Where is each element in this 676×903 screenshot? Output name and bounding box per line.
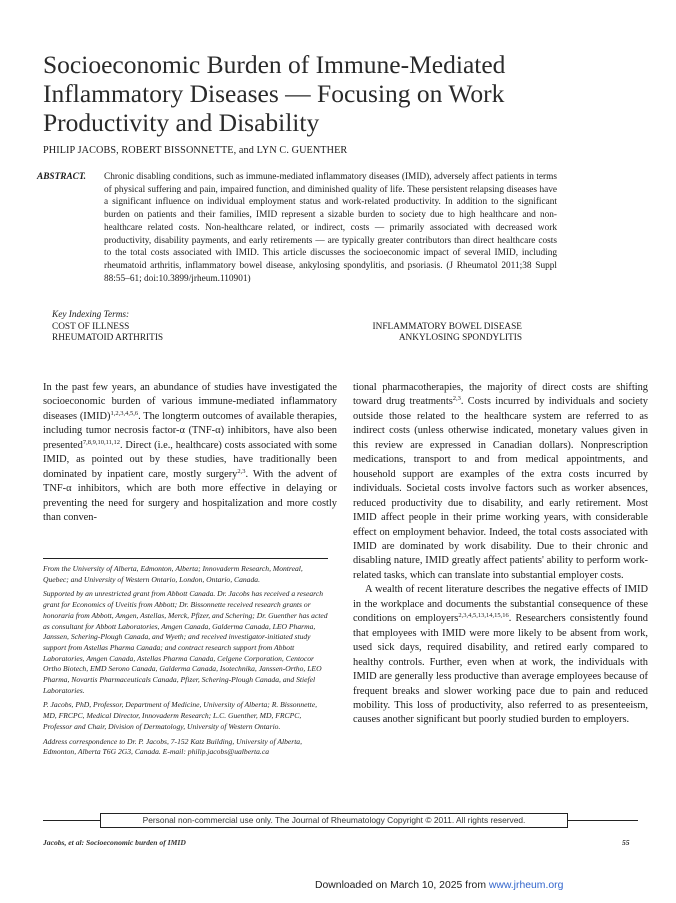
journal-link[interactable]: www.jrheum.org — [488, 880, 564, 891]
banner-rule-right — [567, 820, 638, 821]
keywords-left-column — [52, 322, 163, 345]
abstract — [37, 171, 557, 285]
text-run: . The longterm outcomes of available therapies, including tumor necrosis factor-α (TNF-α) inhibitors, have also been presented — [43, 410, 337, 451]
keyword: INFLAMMATORY BOWEL DISEASE — [372, 321, 522, 332]
download-notice — [315, 880, 563, 891]
download-text: Downloaded on March 10, 2025 from — [315, 880, 489, 891]
text-run: In the past few years, an abundance of studies have investigated the socioeconomic burden of various immune-mediated inflammatory diseases (IMID) — [43, 382, 337, 422]
keyword: ANKYLOSING SPONDYLITIS — [398, 333, 522, 344]
keywords-label: Key Indexing Terms: — [52, 310, 130, 320]
body-column-left — [43, 381, 337, 526]
footnote-support: Supported by an unrestricted grant from Abbott Canada. Dr. Jacobs has received a research grant for Economics of Uveitis from Abbott; Dr. Bissonnette received research grants or honoraria from Abbott, Amgen, Astellas, Merck, Pfizer, and Schering; Dr. Guenther has acted as consultant for Abbott Laboratories, Amgen Canada, Galderma Canada, LEO Pharma, Janssen, Schering-Plough Canada, and Wyeth; and received investigator-initiated study support from Astellas Pharma Canada; and contract research support from Abbott Laboratories, Amgen Canada, Astellas Pharma Canada, Celgene Corporation, Centocor Ortho Biotech, EMD Serono Canada, Galderma Canada, Isotechnika, Janssen-Ortho, LEO Pharma, Novartis Pharmaceuticals Canada, Pfizer, Schering-Plough Canada, and Stiefel Laboratories. — [43, 589, 328, 695]
text-run: tional pharmacotherapies, the majority of direct costs are shifting toward drug treatments — [353, 382, 648, 408]
text-run: . Direct (i.e., healthcare) costs associated with some IMID, as pointed out by these studies, have traditionally been dominated by inpatient care, mostly surgery — [43, 439, 337, 480]
copyright-banner: Personal non-commercial use only. The Journal of Rheumatology Copyright © 2011. All rights reserved. — [100, 813, 568, 828]
keyword: COST OF ILLNESS — [52, 321, 130, 332]
text-run: A wealth of recent literature describes the negative effects of IMID in the workplace and documents the substantial consequence of these conditions on employers — [353, 584, 648, 625]
running-head: Jacobs, et al: Socioeconomic burden of IMID — [43, 838, 186, 847]
author-list: PHILIP JACOBS, ROBERT BISSONNETTE, and LYN C. GUENTHER — [43, 145, 348, 156]
banner-rule-left — [43, 820, 100, 821]
citation[interactable]: 2,3 — [237, 467, 246, 475]
text-run: . Costs incurred by individuals and society outside those related to the healthcare system are referred to as indirect costs (unless otherwise indicated, monetary values given in this review are expressed in Canadian dollars). Nonprescription medications, transport to and from medical appointments, and household support are examples of the extra costs incurred by individuals. Societal costs involve factors such as worker absences, reduced productivity due to disability, and early retirement. Most IMID affect people in their prime working years, with considerable effect on employment behavior. Indeed, the total costs associated with IMID are dominated by work disability. Due to their chronic and disabling nature, IMID greatly affect patients' ability to perform work-related tasks, which can translate into substantial employer costs. — [353, 396, 649, 581]
body-column-right — [353, 381, 648, 728]
abstract-label: ABSTRACT. — [37, 172, 87, 182]
page-number: 55 — [622, 838, 630, 847]
body-paragraph — [43, 381, 337, 526]
key-indexing-terms — [52, 310, 522, 346]
footnote-positions: P. Jacobs, PhD, Professor, Department of Medicine, University of Alberta; R. Bissonnette, MD, FRCPC, Medical Director, Innovaderm Research; L.C. Guenther, MD, FRCPC, Professor and Chair, Division of Dermatology, University of Western Ontario. — [43, 700, 318, 731]
body-paragraph — [353, 583, 648, 728]
citation[interactable]: 7,8,9,10,11,12 — [82, 438, 120, 446]
abstract-text: Chronic disabling conditions, such as immune-mediated inflammatory diseases (IMID), adversely affect patients in terms of physical suffering and pain, impaired function, and diminished quality of life. These persistent relapsing diseases have a significant influence on individual employment status and work-related productivity. In addition to the significant burden on patients and their families, IMID represent a sizable burden to society due to high healthcare and non-healthcare related costs. Non-healthcare related, or indirect, costs — primarily associated with decreased work productivity, disability payments, and early retirements — are typically greater contributors than direct healthcare costs to the total costs associated with IMID. This article discusses the socioeconomic impact of several IMID, including rheumatoid arthritis, inflammatory bowel disease, ankylosing spondylitis, and psoriasis. (J Rheumatol 2011;38 Suppl 88:55–61; doi:10.3899/jrheum.110901) — [104, 172, 557, 284]
keywords-right-column — [373, 322, 522, 345]
keyword: RHEUMATOID ARTHRITIS — [52, 333, 164, 344]
text-run: . With the advent of TNF-α inhibitors, which are both more effective in delaying or preventing the need for surgery and hospitalization and more costly than conven- — [43, 468, 337, 524]
article-title: Socioeconomic Burden of Immune-Mediated Inflammatory Diseases — Focusing on Work Productivity and Disability — [43, 50, 506, 137]
footnotes — [43, 558, 328, 762]
body-paragraph — [353, 381, 648, 583]
citation[interactable]: 2,3 — [452, 395, 461, 403]
footnote-address: Address correspondence to Dr. P. Jacobs, 7-152 Katz Building, University of Alberta, Edmonton, Alberta T6G 2G3, Canada. E-mail: philip.jacobs@ualberta.ca — [43, 736, 303, 757]
copyright-banner-row — [43, 813, 638, 827]
footnote-affiliation: From the University of Alberta, Edmonton, Alberta; Innovaderm Research, Montreal, Quebec; and University of Western Ontario, London, Ontario, Canada. — [43, 564, 303, 584]
citation[interactable]: 1,2,3,4,5,6 — [110, 409, 139, 417]
citation[interactable]: 2,3,4,5,13,14,15,16 — [458, 612, 509, 620]
text-run: . Researchers consistently found that employees with IMID were more likely to be absent from work, used sick days, required disability, and retired early compared to healthy controls. Further, even when at work, the individuals with IMID are generally less productive than average employees because of frequent breaks and slower working pace due to pain and reduced mobility. This loss of productivity, also referred to as presenteeism, causes another significant but poorly studied burden to employers. — [353, 613, 648, 726]
